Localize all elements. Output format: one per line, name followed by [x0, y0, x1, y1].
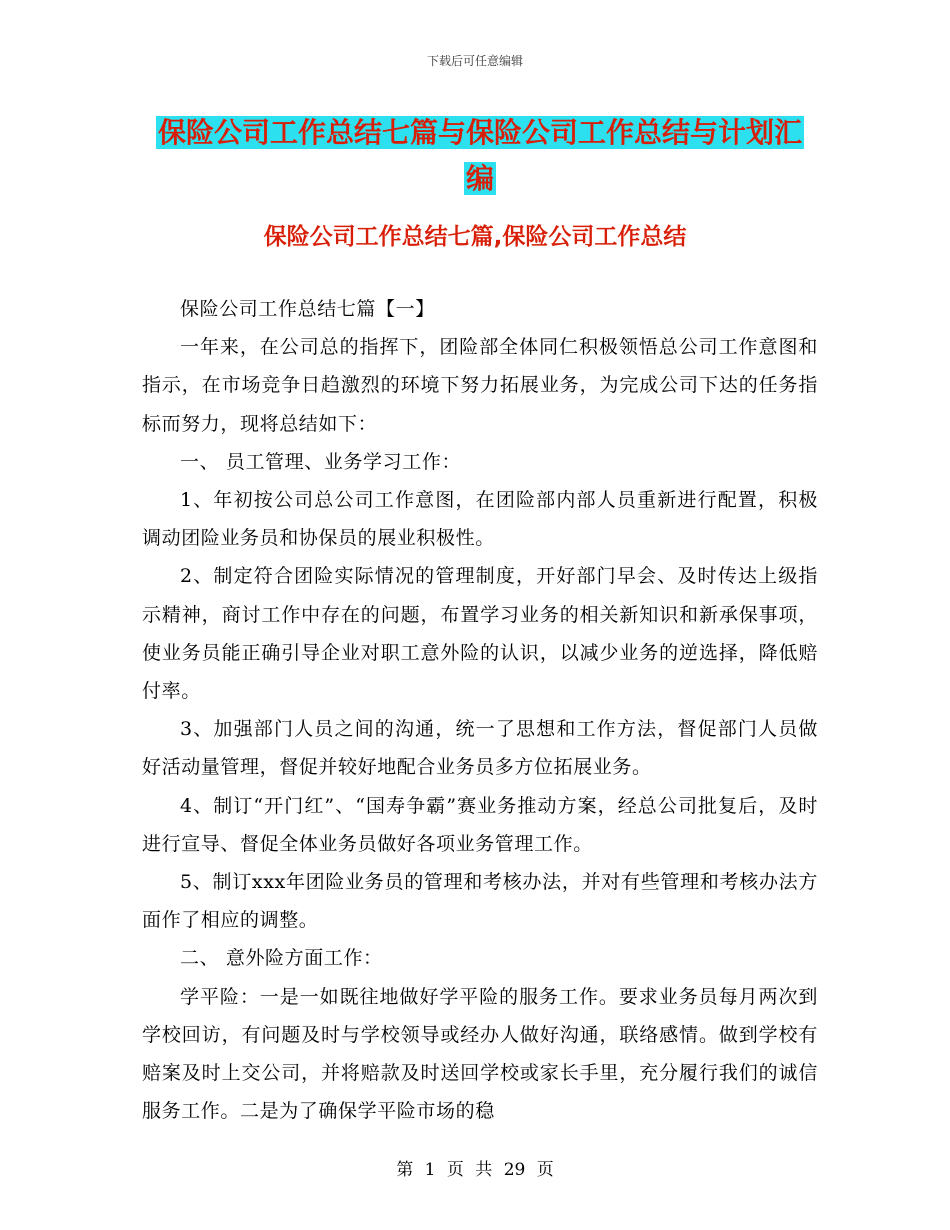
paragraph: 5、制订xxx年团险业务员的管理和考核办法，并对有些管理和考核办法方面作了相应的调整。	[142, 871, 818, 932]
paragraph: 一、 员工管理、业务学习工作：	[180, 450, 462, 473]
document-title	[150, 110, 810, 202]
paragraph: 保险公司工作总结七篇【一】	[180, 298, 435, 320]
title-line-1: 保险公司工作总结七篇与保险公司工作总结与计划汇	[157, 116, 802, 149]
paragraph: 4、制订“开门红”、“国寿争霸”赛业务推动方案，经总公司批复后，及时进行宣导、督促全体业务员做好各项业务管理工作。	[142, 794, 818, 855]
paragraph: 1、年初按公司总公司工作意图，在团险部内部人员重新进行配置，积极调动团险业务员和协保员的展业积极性。	[142, 489, 818, 550]
document-subtitle: 保险公司工作总结七篇,保险公司工作总结	[263, 224, 687, 250]
page-footer: 第 1 页 共 29 页	[396, 1160, 554, 1180]
header-note: 下载后可任意编辑	[426, 54, 523, 68]
paragraph: 学平险：一是一如既往地做好学平险的服务工作。要求业务员每月两次到学校回访，有问题及时与学校领导或经办人做好沟通，联络感情。做到学校有赔案及时上交公司，并将赔款及时送回学校或家长手里，充分履行我们的诚信服务工作。二是为了确保学平险市场的稳	[142, 985, 818, 1123]
paragraph: 一年来，在公司总的指挥下，团险部全体同仁积极领悟总公司工作意图和指示，在市场竞争日趋激烈的环境下努力拓展业务，为完成公司下达的任务指标而努力，现将总结如下：	[142, 336, 818, 435]
paragraph: 2、制定符合团险实际情况的管理制度，开好部门早会、及时传达上级指示精神，商讨工作中存在的问题，布置学习业务的相关新知识和新承保事项，使业务员能正确引导企业对职工意外险的认识，以减少业务的逆选择，降低赔付率。	[142, 565, 818, 703]
paragraph: 3、加强部门人员之间的沟通，统一了思想和工作方法，督促部门人员做好活动量管理，督促并较好地配合业务员多方位拓展业务。	[142, 718, 818, 779]
document-body	[142, 290, 818, 1130]
paragraph: 二、 意外险方面工作：	[180, 947, 383, 970]
title-line-2: 编	[465, 162, 494, 195]
